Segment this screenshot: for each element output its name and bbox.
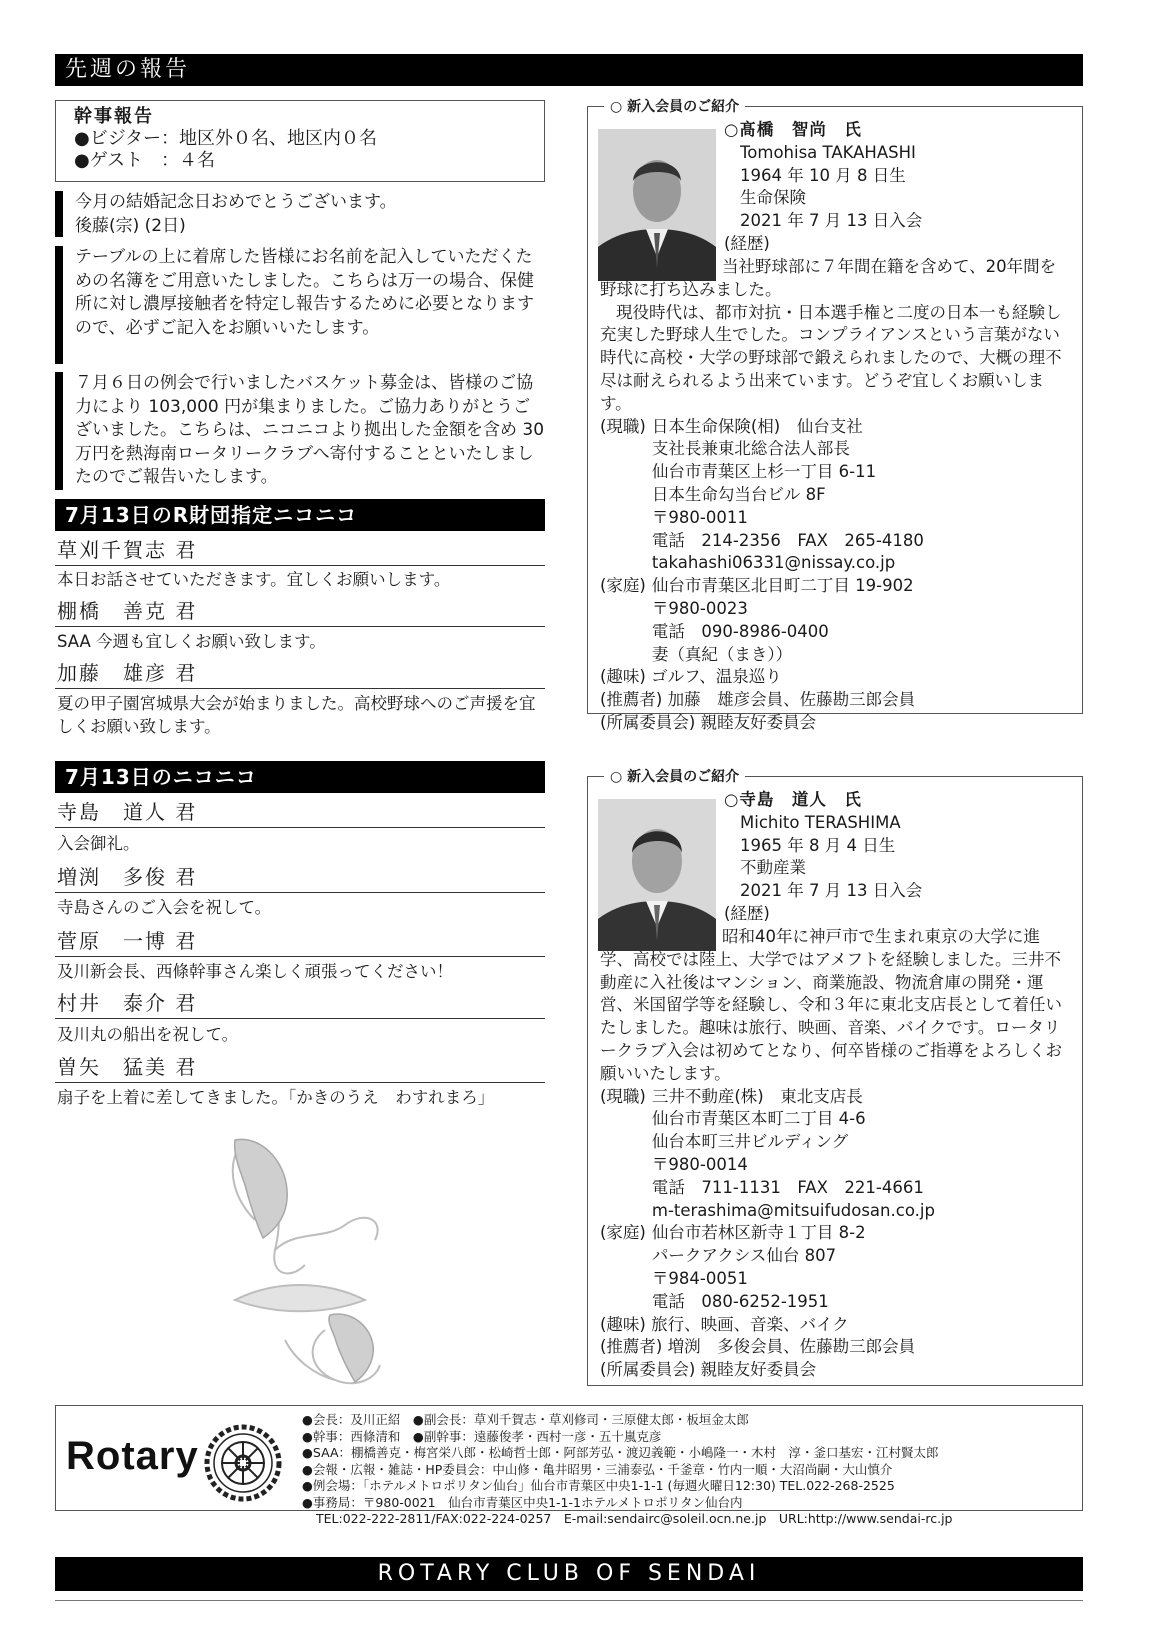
bottom-divider	[55, 1600, 1083, 1601]
footer-contact: TEL:022-222-2811/FAX:022-224-0257 E-mail:sendairc@soleil.ocn.ne.jp URL:http://www.sendai-rc.jp	[316, 1511, 953, 1526]
entry-name: 寺島 道人 君	[55, 797, 545, 828]
entry-message: 寺島さんのご入会を祝して。	[57, 898, 272, 917]
footer-lines	[302, 1412, 953, 1528]
member-hobby: (趣味) 旅行、映画、音楽、バイク	[600, 1314, 849, 1334]
career-label: (経歴)	[724, 233, 770, 253]
notice-registry: テーブルの上に着席した皆様にお名前を記入していただくための名簿をご用意いたしました。こちらは万一の場合、保健所に対し濃厚接触者を特定し報告するために必要となりますので、必ずご記入をお願いいたします。	[55, 246, 545, 364]
visitors-line: ●ビジター：地区外０名、地区内０名	[74, 128, 377, 149]
member-section-title: ○ 新入会員のご紹介	[604, 766, 745, 786]
notice-donation: ７月６日の例会で行いましたバスケット募金は、皆様のご協力により 103,000 円が集まりました。ご協力ありがとうございました。こちらは、ニコニコより拠出した金額を含め 30 万円を熱海南ロータリークラブへ寄付することといたしましたのでご報告いたします。	[55, 372, 545, 490]
new-member-card	[587, 769, 1083, 1386]
home-line: 電話 080-6252-1951	[651, 1291, 829, 1311]
footer-secretary: ●幹事：西條清和 ●副幹事：遠藤俊孝・西村一彦・五十嵐克彦	[302, 1428, 662, 1444]
member-roman-name: Tomohisa TAKAHASHI	[740, 142, 916, 162]
job-line: 電話 711-1131 FAX 221-4661	[651, 1177, 924, 1197]
home-line: パークアクシス仙台 807	[651, 1246, 837, 1266]
member-career: 昭和40年に神戸市で生まれ東京の大学に進学、高校では陸上、大学ではアメフトを経験しました。三井不動産に入社後はマンション、商業施設、物流倉庫の開発・運営、米国留学等を経験し、令和３年に東北支店長として着任いたしました。趣味は旅行、映画、音楽、バイクです。ロータリークラブ入会は初めてとなり、何卒皆様のご指導をよろしくお願いいたします。	[600, 927, 1062, 1083]
member-industry: 生命保険	[740, 188, 806, 208]
footer-venue: ●例会場：「ホテルメトロポリタン仙台」仙台市青葉区中央1-1-1 (毎週火曜日12:30) TEL.022-268-2525	[302, 1478, 895, 1493]
entry-name: 棚橋 善克 君	[55, 596, 545, 627]
entry-name: 草刈千賀志 君	[55, 535, 545, 566]
entry-message: 本日お話させていただきます。宜しくお願いします。	[57, 570, 451, 589]
niconico-title: 7月13日のニコニコ	[55, 761, 545, 793]
member-name: ○寺島 道人 氏	[724, 790, 862, 809]
member-sponsor: (推薦者) 増渕 多俊会員、佐藤勘三郎会員	[600, 1337, 916, 1357]
job-line: 仙台市青葉区上杉一丁目 6-11	[651, 462, 877, 482]
job-line: 仙台市青葉区本町二丁目 4-6	[651, 1109, 866, 1129]
home-label: (家庭)	[600, 576, 646, 596]
entry-message: 及川丸の船出を祝して。	[57, 1025, 239, 1044]
member-joined: 2021 年 7 月 13 日入会	[740, 211, 923, 231]
secretary-title: 幹事報告	[74, 106, 154, 127]
member-industry: 不動産業	[740, 858, 806, 878]
home-line: 妻（真紀（まき））	[651, 644, 793, 664]
entry-message: 夏の甲子園宮城県大会が始まりました。高校野球へのご声援を宜しくお願い致します。	[57, 694, 536, 736]
member-name: ○髙橋 智尚 氏	[724, 120, 862, 139]
home-line: 〒980-0023	[651, 598, 748, 618]
entry-message: SAA 今週も宜しくお願い致します。	[57, 632, 326, 651]
member-joined: 2021 年 7 月 13 日入会	[740, 881, 923, 901]
page-title: 先週の報告	[55, 54, 1083, 86]
secretary-report	[55, 100, 545, 182]
job-label: (現職)	[600, 1086, 646, 1106]
rotary-logo-text: Rotary	[66, 1434, 199, 1478]
koi-illustration	[215, 1130, 415, 1400]
job-line: 〒980-0014	[651, 1154, 748, 1174]
member-sponsor: (推薦者) 加藤 雄彦会員、佐藤勘三郎会員	[600, 690, 916, 710]
guests-line: ●ゲスト ：４名	[74, 150, 215, 171]
member-birth: 1965 年 8 月 4 日生	[740, 835, 896, 855]
footer-saa: ●SAA：棚橋善克・梅宮栄八郎・松崎哲士郎・阿部芳弘・渡辺義範・小嶋隆一・木村 淳・釜口基宏・江村賢太郎	[302, 1445, 939, 1460]
member-committee: (所属委員会) 親睦友好委員会	[600, 712, 817, 732]
entry-message: 扇子を上着に差してきました。「かきのうえ わすれまろ」	[57, 1088, 495, 1107]
job-email: takahashi06331@nissay.co.jp	[651, 553, 896, 573]
job-line: 日本生命勾当台ビル 8F	[651, 484, 826, 504]
new-member-card	[587, 99, 1083, 732]
job-line: 日本生命保険(相) 仙台支社	[651, 416, 863, 436]
club-name-banner: ROTARY CLUB OF SENDAI	[55, 1557, 1083, 1591]
job-line: 支社長兼東北総合法人部長	[651, 439, 850, 459]
home-line: 仙台市若林区新寺１丁目 8-2	[651, 1223, 866, 1243]
entry-name: 曽矢 猛美 君	[55, 1052, 545, 1083]
member-career-2: 現役時代は、都市対抗・日本選手権と二度の日本一も経験し充実した野球人生でした。コンプライアンスという言葉がない時代に高校・大学の野球部で鍛えられましたので、大概の理不尽は耐えられるよう出来ています。どうぞ宜しくお願いします。	[600, 302, 1062, 413]
entry-message: 入会御礼。	[57, 834, 140, 853]
member-hobby: (趣味) ゴルフ、温泉巡り	[600, 667, 782, 687]
home-line: 〒984-0051	[651, 1268, 748, 1288]
niconico-r-title: 7月13日のR財団指定ニコニコ	[55, 499, 545, 531]
job-email: m-terashima@mitsuifudosan.co.jp	[651, 1200, 935, 1220]
entry-name: 村井 泰介 君	[55, 988, 545, 1019]
job-line: 電話 214-2356 FAX 265-4180	[651, 530, 924, 550]
member-roman-name: Michito TERASHIMA	[740, 812, 901, 832]
entry-name: 菅原 一博 君	[55, 926, 545, 957]
entry-name: 加藤 雄彦 君	[55, 658, 545, 689]
job-line: 三井不動産(株) 東北支店長	[651, 1086, 863, 1106]
home-line: 仙台市青葉区北目町二丁目 19-902	[651, 576, 914, 596]
member-career-1: 当社野球部に７年間在籍を含めて、20年間を野球に打ち込みました。	[600, 257, 1057, 299]
job-line: 仙台本町三井ビルディング	[651, 1132, 849, 1152]
member-birth: 1964 年 10 月 8 日生	[740, 165, 906, 185]
footer-officers: ●会長：及川正紹 ●副会長：草刈千賀志・草刈修司・三原健太郎・板垣金太郎	[302, 1412, 749, 1427]
footer-office: ●事務局：〒980-0021 仙台市青葉区中央1-1-1ホテルメトロポリタン仙台内	[302, 1494, 743, 1510]
job-label: (現職)	[600, 416, 646, 436]
rotary-wheel-icon	[204, 1424, 282, 1502]
member-committee: (所属委員会) 親睦友好委員会	[600, 1360, 817, 1380]
member-section-title: ○ 新入会員のご紹介	[604, 96, 745, 116]
home-label: (家庭)	[600, 1223, 646, 1243]
footer-pr-committee: ●会報・広報・雑誌・HP委員会：中山修・亀井昭男・三浦泰弘・千釜章・竹内一順・大沼尚嗣・大山慎介	[302, 1461, 893, 1477]
entry-name: 増渕 多俊 君	[55, 862, 545, 893]
job-line: 〒980-0011	[651, 507, 748, 527]
home-line: 電話 090-8986-0400	[651, 621, 829, 641]
notice-anniversary: 今月の結婚記念日おめでとうございます。 後藤(宗) (2日)	[55, 191, 545, 237]
entry-message: 及川新会長、西條幹事さん楽しく頑張ってください！	[57, 962, 453, 981]
club-info-footer	[55, 1405, 1083, 1526]
career-label: (経歴)	[724, 903, 770, 923]
